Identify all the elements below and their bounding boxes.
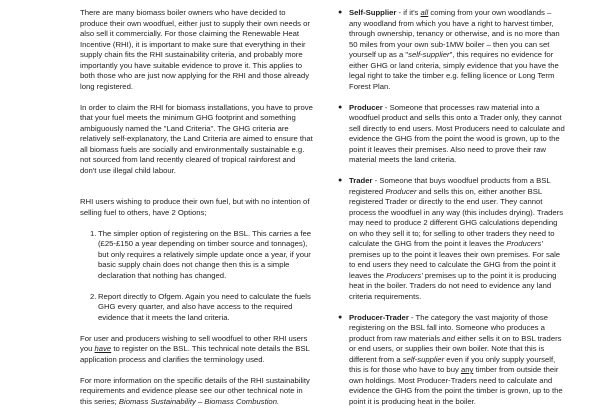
left-column (80, 8, 313, 407)
right-column (333, 8, 565, 418)
role-item (333, 8, 565, 92)
more-info-text: For more information on the specific details of the RHI sustainability requirements and evidence please see our other technical note in this series; (80, 375, 310, 406)
intro-paragraph: There are many biomass boiler owners who have decided to produce their own woodfuel, either just to supply their own needs or also sell it commercially. For those claiming the Renewable Heat Incentive (RHI), it is important to make sure that everything in their supply chain fits the RHI sustainability criteria, and probably more importantly you have suitable evidence to prove it. This applies to both those who are just now applying for the RHI and those already long registered. (80, 8, 310, 91)
options-list (80, 229, 313, 324)
role-description: - Someone that processes raw material into a woodfuel product and sells this onto a Trader only, they cannot sell directly to end users. Most Producers need to calculate and evidence the GHG from the point the wood is grown, up to the point it leaves their premises. Also need to prove their raw material meets the land criteria. (349, 102, 565, 164)
role-description: even if you only supply yourself, this is for those who have to buy (349, 354, 556, 374)
more-info-paragraph (80, 376, 313, 408)
role-description: self-supplier (408, 50, 450, 59)
role-term: Producer (349, 102, 383, 112)
bullet-icon: ● (338, 103, 343, 111)
role-description: and (442, 333, 455, 343)
role-description: Producers' (506, 239, 543, 248)
role-description: either sells it on to BSL traders or end users, or supplies their own boiler. Note that this is different from a (349, 333, 562, 364)
sellers-emphasis: have (94, 344, 112, 353)
role-description: premises up to the point it leaves their own premises. For sale to end users they need to calculate the GHG from the point it leaves the (349, 249, 561, 280)
bullet-icon: ● (338, 9, 343, 16)
role-description: premises up to the point it is producing heat in the boiler. Traders do not need to evidence any land criteria requirements. (349, 270, 557, 301)
role-item (333, 103, 565, 166)
role-description: Producer (385, 186, 417, 196)
role-description: - The category the vast majority of those registering on the BSL fall into. Someone who produces a product from raw materials (349, 312, 548, 343)
option-text: The simpler option of registering on the BSL. This carries a fee (£25-£150 a year depending on timber source and tonnages), but only requires a relatively simple update once a year, if your basic supply chain does not change then this is a simple declaration that nothing has changed. (98, 228, 312, 280)
more-info-title: Biomass Sustainability – Biomass Combustion. (118, 396, 280, 406)
role-description: coming from your own woodlands – any woodland from which you have a right to harvest timber, through ownership, tenancy or otherwise, and is no more than 50 miles from your own sub-1MW boiler – then you can set yourself up as a " (349, 8, 560, 59)
sellers-text-end: to register on the BSL. This technical note details the BSL application process and clarifies the terminology used. (80, 344, 310, 364)
bullet-icon: ● (338, 177, 343, 184)
sellers-paragraph (80, 334, 313, 366)
role-item (333, 313, 565, 408)
role-description: and sells this on, either another BSL registered Trader or directly to the end user. They cannot process the woodfuel in any way (this includes drying). Traders may need to produce 2 different GHG calculations depending on who they sell it to; for selling to other traders they need to calculate the GHG from the point it leaves the (349, 186, 564, 248)
option-item (90, 292, 313, 324)
role-description: self-supplier (402, 354, 445, 364)
option-number: 1. (90, 228, 97, 238)
role-description: timber from outside their own holdings. Most Producer-Traders need to calculate and evidence the GHG from the point the timber is grown, up to the point it is producing heat in the boiler. (349, 365, 563, 406)
role-description: - Someone that buys woodfuel products from a BSL registered (349, 176, 551, 196)
role-term: Self-Supplier (349, 8, 397, 17)
role-description: any (460, 365, 474, 374)
criteria-paragraph: In order to claim the RHI for biomass installations, you have to prove that your fuel meets the minimum GHG footprint and something ambiguously named the "Land Criteria". The GHG criteria are relatively self-explanatory, the Land Criteria are aimed to ensure that all biomass fuels are socially and environmentally sustainable e.g. not sourced from land recently cleared of tropical rainforest and don't use illegal child labour. (80, 102, 313, 175)
role-description: all (420, 8, 429, 17)
role-description: ", this requires no evidence for either GHG or land criteria, simply evidence that you have the legal right to take the timber e.g. felling licence or Long Term Forest Plan. (349, 50, 559, 91)
role-item (333, 176, 565, 302)
roles-list (333, 8, 565, 407)
sellers-text-start: For user and producers wishing to sell woodfuel to other RHI users you (80, 333, 308, 353)
role-description: Producers' (386, 270, 423, 280)
bullet-icon: ● (338, 313, 343, 321)
role-term: Producer-Trader (349, 312, 409, 322)
option-item (90, 229, 313, 282)
role-term: Trader (349, 176, 373, 185)
option-number: 2. (90, 291, 97, 301)
options-intro: RHI users wishing to produce their own fuel, but with no intention of selling fuel to others, have 2 Options; (80, 197, 310, 217)
role-description: - if it's (396, 8, 421, 17)
option-text: Report directly to Ofgem. Again you need to calculate the fuels GHG every quarter, and also have access to the required evidence that it meets the land criteria. (98, 291, 311, 322)
